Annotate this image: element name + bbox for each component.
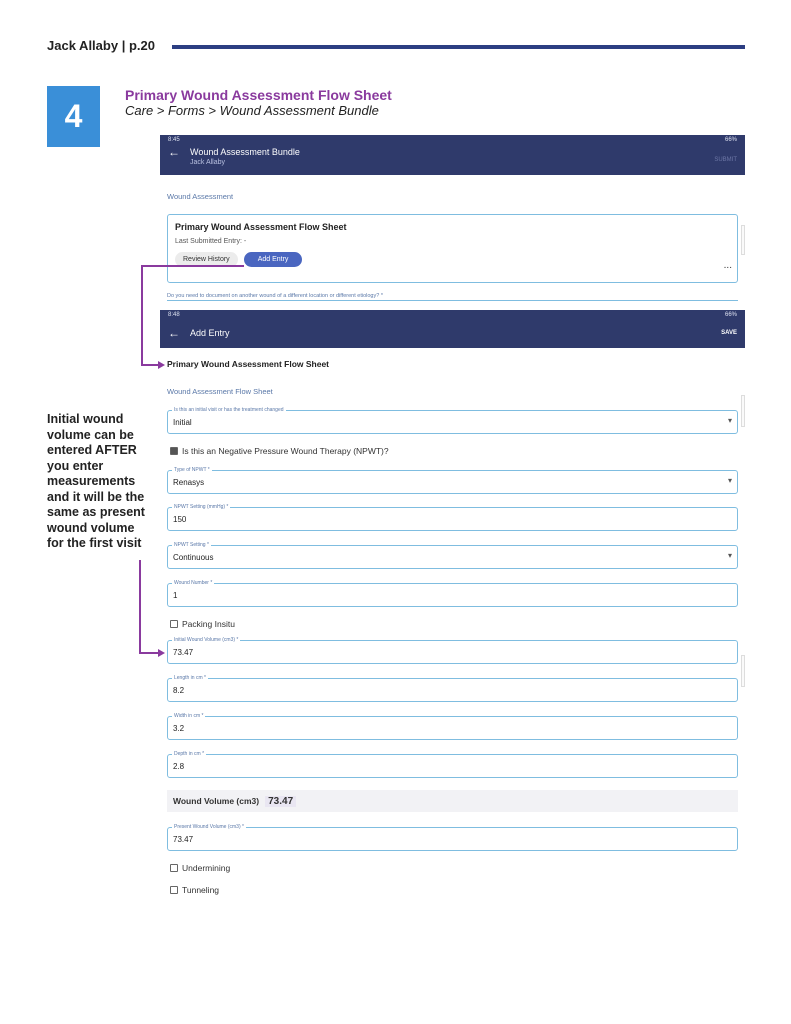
- scroll-edge: [741, 395, 745, 427]
- scroll-edge: [741, 225, 745, 255]
- field-value: Renasys: [173, 478, 205, 487]
- field-label: NPWT Setting *: [174, 542, 209, 548]
- checkbox-icon[interactable]: [170, 620, 178, 628]
- length-input[interactable]: [167, 675, 738, 702]
- status-battery: 66%: [724, 312, 737, 318]
- field-value: 150: [173, 515, 187, 524]
- step-number-box: [47, 86, 100, 147]
- form-title: Primary Wound Assessment Flow Sheet: [167, 359, 330, 369]
- field-value: 2.8: [173, 762, 185, 771]
- add-entry-screen: [160, 310, 745, 910]
- another-wound-question[interactable]: Do you need to document on another wound of a different location or different etiology? *: [167, 293, 738, 301]
- header-separator: |: [121, 38, 126, 53]
- step-number: 4: [64, 98, 83, 134]
- screen-title: Wound Assessment Bundle: [190, 147, 300, 157]
- section-title: Primary Wound Assessment Flow Sheet: [125, 87, 392, 103]
- undermining-label: Undermining: [182, 863, 231, 873]
- field-label: Width in cm *: [174, 713, 204, 719]
- breadcrumb: Care > Forms > Wound Assessment Bundle: [125, 103, 379, 118]
- initial-visit-select[interactable]: [167, 407, 738, 434]
- wound-assessment-bundle-screen: [160, 135, 745, 305]
- scroll-edge: [741, 655, 745, 687]
- undermining-checkbox-row[interactable]: [170, 863, 230, 873]
- wound-volume-label: Wound Volume (cm3): [173, 796, 260, 806]
- npwt-type-select[interactable]: [167, 467, 738, 494]
- depth-input[interactable]: [167, 751, 738, 778]
- status-bar: [160, 310, 745, 320]
- checkbox-checked-icon[interactable]: [170, 447, 178, 455]
- tunneling-checkbox-row[interactable]: [170, 885, 219, 895]
- connector-line: [139, 652, 159, 654]
- app-bar: [160, 135, 745, 175]
- npwt-checkbox-row[interactable]: [170, 446, 389, 456]
- add-entry-button[interactable]: Add Entry: [244, 252, 303, 267]
- field-label: Wound Number *: [174, 580, 213, 586]
- status-battery: 66%: [724, 137, 737, 143]
- npwt-setting-mmhg-input[interactable]: [167, 504, 738, 531]
- field-label: NPWT Setting (mmHg) *: [174, 504, 229, 510]
- field-label: Initial Wound Volume (cm3) *: [174, 637, 239, 643]
- field-label: Type of NPWT *: [174, 467, 210, 473]
- wound-volume-display: [167, 790, 738, 812]
- author-name: Jack Allaby: [47, 38, 119, 53]
- present-wound-volume-input[interactable]: [167, 824, 738, 851]
- patient-name: Jack Allaby: [190, 159, 226, 166]
- app-bar: [160, 310, 745, 348]
- page-number: p.20: [128, 38, 155, 53]
- wound-volume-value: 73.47: [265, 796, 296, 807]
- status-bar: [160, 135, 745, 145]
- arrow-right-icon: [158, 361, 165, 369]
- packing-insitu-checkbox-row[interactable]: [170, 619, 235, 629]
- field-label: Depth in cm *: [174, 751, 205, 757]
- status-time: 8:48: [168, 312, 180, 318]
- tunneling-label: Tunneling: [182, 885, 220, 895]
- connector-line: [141, 265, 143, 366]
- width-input[interactable]: [167, 713, 738, 740]
- field-label: Present Wound Volume (cm3) *: [174, 824, 244, 830]
- field-value: Continuous: [173, 553, 214, 562]
- last-submitted-entry: Last Submitted Entry: -: [175, 238, 247, 245]
- group-label: Wound Assessment: [167, 192, 234, 201]
- initial-wound-volume-input[interactable]: [167, 637, 738, 664]
- npwt-setting-select[interactable]: [167, 542, 738, 569]
- connector-line: [141, 265, 244, 267]
- status-time: 8:45: [168, 137, 180, 143]
- npwt-question: Is this an Negative Pressure Wound Therapy (NPWT)?: [182, 446, 389, 456]
- connector-line: [139, 560, 141, 654]
- review-history-button[interactable]: Review History: [175, 252, 238, 267]
- back-arrow-icon[interactable]: ←: [168, 326, 180, 340]
- group-label: Wound Assessment Flow Sheet: [167, 387, 273, 396]
- field-value: 73.47: [173, 648, 194, 657]
- side-note: Initial wound volume can be entered AFTER you enter measurements and it will be the same as present wound volume for the first visit: [47, 412, 145, 550]
- submit-button[interactable]: SUBMIT: [714, 157, 737, 163]
- field-value: 1: [173, 591, 178, 600]
- checkbox-icon[interactable]: [170, 886, 178, 894]
- field-label: Is this an initial visit or has the treatment changed: [174, 407, 284, 413]
- flow-sheet-card: [167, 214, 738, 283]
- packing-insitu-label: Packing Insitu: [182, 619, 235, 629]
- more-options-icon[interactable]: ...: [723, 260, 732, 271]
- field-value: 8.2: [173, 686, 185, 695]
- field-label: Length in cm *: [174, 675, 206, 681]
- wound-number-input[interactable]: [167, 580, 738, 607]
- save-button[interactable]: SAVE: [721, 330, 737, 336]
- page-header: [47, 38, 155, 53]
- checkbox-icon[interactable]: [170, 864, 178, 872]
- card-title: Primary Wound Assessment Flow Sheet: [175, 222, 347, 232]
- back-arrow-icon[interactable]: ←: [168, 145, 180, 159]
- arrow-right-icon: [158, 649, 165, 657]
- screen-title: Add Entry: [190, 328, 230, 338]
- field-value: 73.47: [173, 835, 194, 844]
- field-value: 3.2: [173, 724, 185, 733]
- header-rule: [172, 45, 745, 49]
- field-value: Initial: [173, 418, 192, 427]
